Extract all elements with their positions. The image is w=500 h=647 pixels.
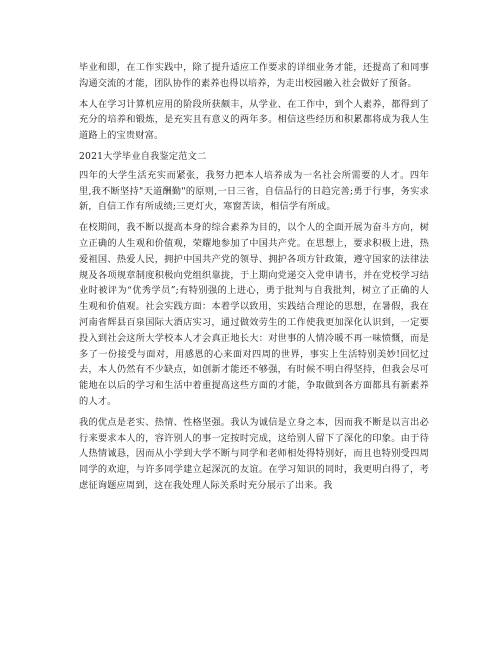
document-body bbox=[79, 60, 429, 499]
paragraph-5: 我的优点是老实、热情、性格坚强。我认为诚信是立身之本，因而我不断是以言出必行来要求本人的，容许别人的事一定按时完成，这给别人留下了深化的印象。由于待人热情诚恳，因而从小学到大学不断与同学和老师相处得特别好，而且也特别受四周同学的欢迎，与许多同学建立起深沉的友谊。在学习知识的同时，我更明白得了，考虑征询题应周到，这在我处理人际关系时充分展示了出来。我 bbox=[79, 416, 429, 491]
paragraph-3: 四年的大学生活充实而紧张，我努力把本人培养成为一名社会所需要的人才。四年里,我不断坚持"天道酬勤"的原则,一日三省，自信品行的日趋完善;勇于行事，务实求新，自信工作有所成绩;三更灯火，寒窗苦读，相信学有所成。 bbox=[79, 169, 429, 213]
paragraph-4: 在校期间，我不断以提高本身的综合素养为目的，以个人的全面开展为奋斗方向，树立正确的人生观和价值观，荣耀地参加了中国共产党。在思想上，要求积极上进，热爱祖国、热爱人民，拥护中国共产党的领导、拥护各项方针政策，遵守国家的法律法规及各项规章制度积极向党组织靠拢，于上期向党递交入党申请书，并在党校学习结业时被评为“优秀学员”;有特别强的上进心，勇于批判与自我批判，树立了正确的人生观和价值观。社会实践方面：本着学以致用，实践结合理论的思想，在暑假，我在河南省辉县百泉国际大酒店实习，通过做效劳生的工作使我更加深化认识到，一定要投入到社会这所大学校本人才会真正地长大：对世事的人情冷暖不再一味愤慨，而是多了一份接受与面对，用感恩的心来面对四周的世界，事实上生活特别美妙!回忆过去，本人仍然有不少缺点，如创新才能还不够强，有时候不明白得坚持，但我会尽可能地在以后的学习和生活中着重提高这些方面的才能，争取做到各方面都具有新素养的人才。 bbox=[79, 222, 429, 407]
paragraph-1: 毕业和即，在工作实践中，除了提升适应工作要求的详细业务才能，还提高了和同事沟通交流的才能，团队协作的素养也得以培养，为走出校园融入社会做好了预备。 bbox=[79, 62, 429, 89]
section-heading: 2021大学毕业自我鉴定范文二 bbox=[79, 150, 207, 162]
paragraph-2: 本人在学习计算机应用的阶段所获颇丰，从学业、在工作中，到个人素养，都得到了充分的培养和锻炼，是充实且有意义的两年多。相信这些经历和积累都将成为我人生道路上的宝贵财富。 bbox=[79, 98, 429, 142]
